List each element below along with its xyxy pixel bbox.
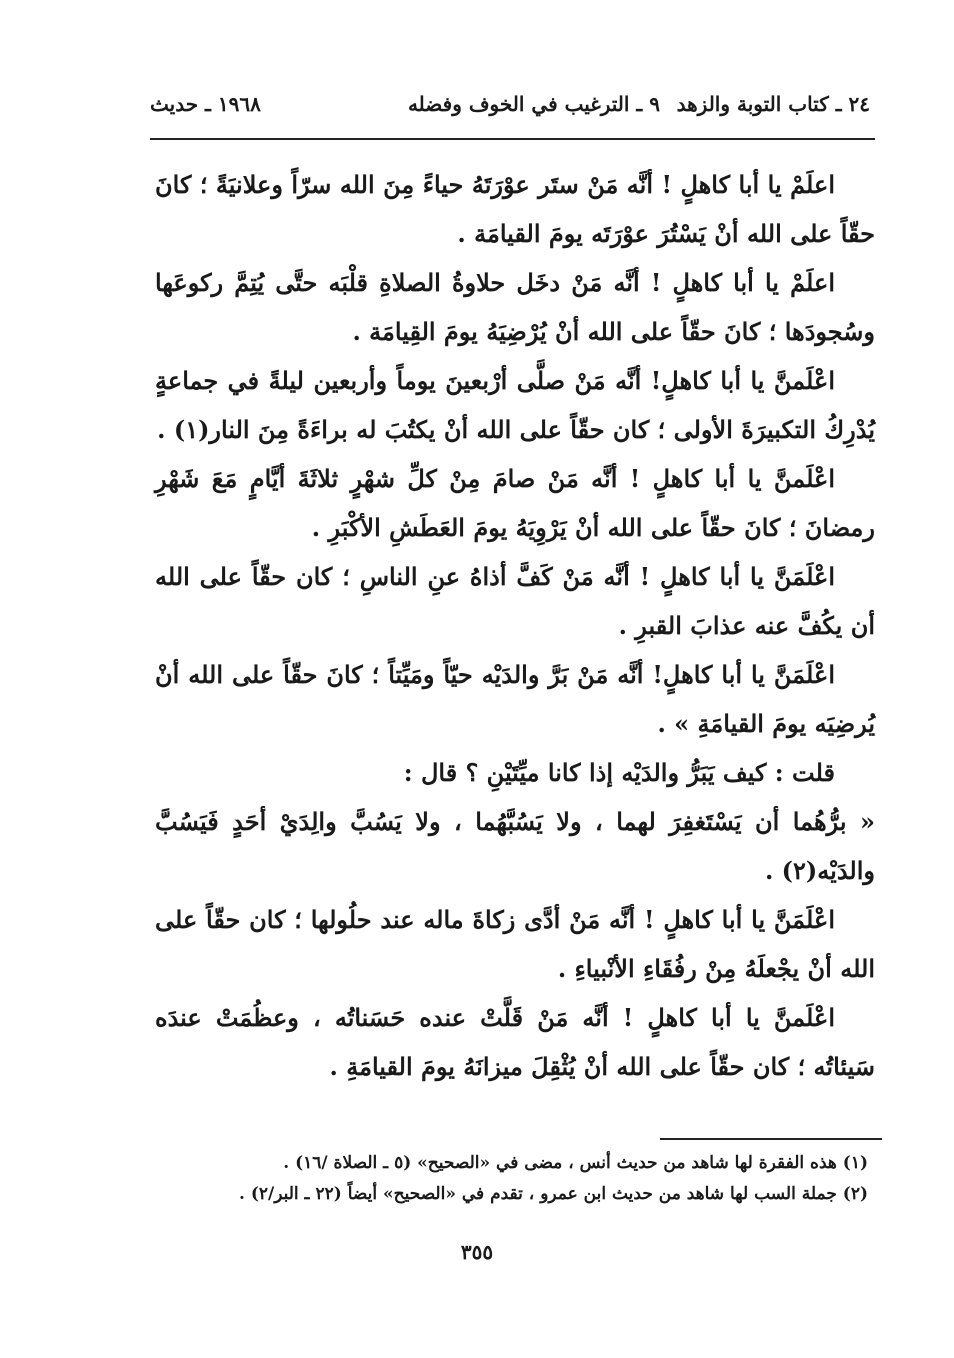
hadith-text [155, 160, 875, 1091]
paragraph: قلت : كيف يَبَرُّ والدَيْه إذا كانا ميِّتَيْنِ ؟ قال : [403, 758, 835, 787]
header-rule [150, 138, 875, 140]
footnote: (١) هذه الفقرة لها شاهد من حديث أنس ، مضى في «الصحيح» (٥ ـ الصلاة /١٦) . [283, 1153, 868, 1173]
header-hadith-number: ١٩٦٨ ـ حديث [150, 92, 261, 116]
paragraph: اعْلَمنَّ يا أبا كاهلٍ ! أنَّه مَنْ صامَ مِنْ كلِّ شهْرٍ ثلاثَةَ أيَّامٍ مَعَ شَهْرِ رمضانَ ؛ كانَ حقّاً على الله أنْ يَرْوِيَهُ يومَ العَطَشِ الأكْبَرِ . [155, 464, 875, 542]
paragraph: اعْلَمَنَّ يا أبا كاهلٍ ! أنَّه مَنْ أدَّى زكاةَ ماله عند حلُولها ؛ كان حقّاً على الله أنْ يجْعلَهُ مِنْ رفُقَاءِ الأنْبياءِ . [155, 905, 875, 983]
paragraph: اعْلَمنَّ يا أبا كاهلٍ ! أنَّه مَنْ قَلَّتْ عنده حَسَناتُه ، وعظُمَتْ عندَه سَيئاتُه ؛ كان حقّاً على الله أنْ يُثْقِلَ ميزانَهُ يومَ القيامَةِ . [155, 1003, 875, 1081]
running-header [150, 92, 870, 126]
footnote: (٢) جملة السب لها شاهد من حديث ابن عمرو ، تقدم في «الصحيح» أيضاً (٢٢ ـ البر/٢) . [238, 1184, 868, 1204]
page-number: ٣٥٥ [460, 1240, 494, 1264]
paragraph: اعْلَمَنَّ يا أبا كاهلٍ! أنَّه مَنْ بَرَّ والدَيْه حيّاً ومَيِّتاً ؛ كانَ حقّاً على الله أنْ يُرضِيَه يومَ القيامَةِ » . [155, 660, 875, 738]
paragraph: اعلَمْ يا أبا كاهلٍ ! أنَّه مَنْ دخَل حلاوةُ الصلاةِ قلْبَه حتَّى يُتِمَّ ركوعَها وسُجودَها ؛ كانَ حقّاً على الله أنْ يُرْضِيَهُ يومَ القِيامَة . [155, 268, 875, 346]
header-chapter: ٢٤ ـ كتاب التوبة والزهد [676, 92, 870, 116]
paragraph: اعْلَمَنَّ يا أبا كاهلٍ ! أنَّه مَنْ كَفَّ أذاهُ عنِ الناسِ ؛ كان حقّاً على الله أن يكُفَّ عنه عذابَ القبرِ . [155, 562, 875, 640]
footnote-rule [660, 1138, 882, 1140]
footnotes [150, 1148, 868, 1210]
paragraph: اعلَمْ يا أبا كاهلٍ ! أنَّه مَنْ ستَر عوْرَتَهُ حياءً مِنَ الله سرّاً وعلانيَةً ؛ كانَ حقّاً على الله أنْ يَسْتُرَ عوْرَتَه يومَ القيامَة . [155, 170, 875, 248]
paragraph: اعْلَمنَّ يا أبا كاهلٍ! أنَّه مَنْ صلَّى أرْبعينَ يوماً وأربعين ليلةً في جماعةٍ يُدْرِكُ التكبيرَةَ الأولى ؛ كان حقّاً على الله أنْ يكتُبَ له براءَةً مِنَ النار(١) . [155, 366, 875, 444]
paragraph: « برُّهُما أن يَسْتَغفِرَ لهما ، ولا يَسُبَّهُما ، ولا يَسُبَّ والِدَيْ أحَدٍ فَيَسُبَّ والدَيْه(٢) . [155, 807, 875, 885]
header-section: ٩ ـ الترغيب في الخوف وفضله [407, 92, 660, 116]
